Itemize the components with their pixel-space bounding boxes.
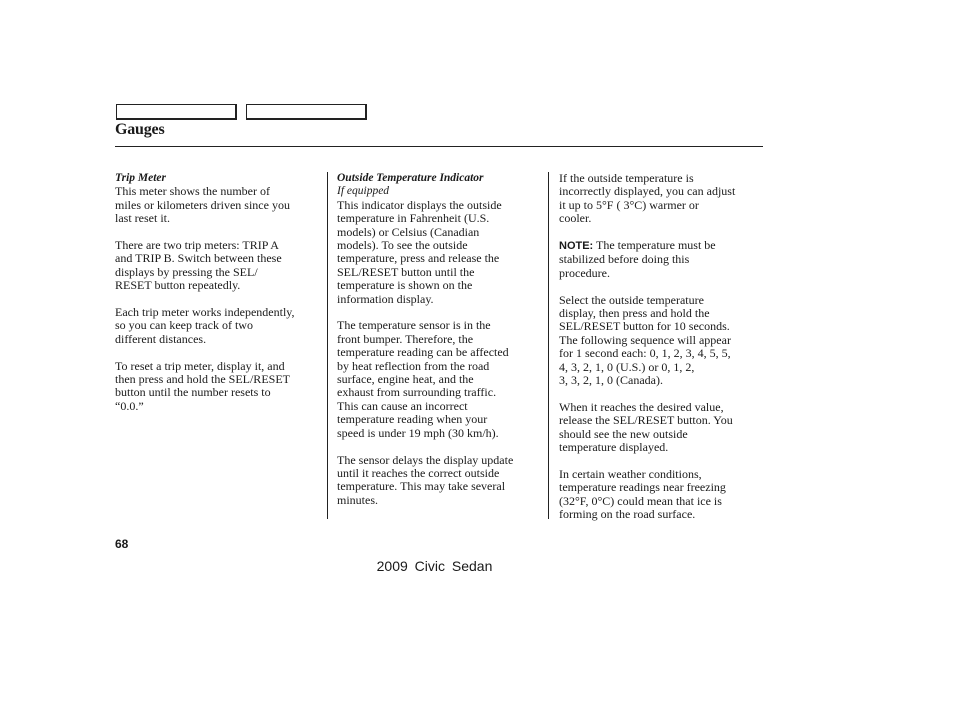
column-trip-meter — [115, 172, 327, 427]
paragraph: This indicator displays the outside temperature in Fahrenheit (U.S. models) or Celsius (Canadian models). To see the outside temperature, press and release the SEL/RESET button until the temperature is shown on the information display. — [337, 197, 502, 306]
column-outside-temperature — [337, 172, 543, 521]
column-divider — [548, 172, 549, 519]
paragraph: Select the outside temperature display, then press and hold the SEL/RESET button for 10 seconds. The following sequence will appear for 1 second each: 0, 1, 2, 3, 4, 5, 5, 4, 3, 2, 1, 0 (U.S.) or 0, 1, 2, 3, 3, 2, 1, 0 (Canada). — [559, 292, 731, 388]
paragraph: Each trip meter works independently, so you can keep track of two different distances. — [115, 305, 295, 346]
paragraph: In certain weather conditions, temperature readings near freezing (32°F, 0°C) could mean that ice is forming on the road surface. — [559, 466, 726, 522]
paragraph: The sensor delays the display update until it reaches the correct outside temperature. This may take several minutes. — [337, 452, 514, 507]
paragraph: If the outside temperature is incorrectly displayed, you can adjust it up to 5°F ( 3°C) warmer or cooler. — [559, 171, 736, 226]
column-temperature-adjust — [559, 172, 763, 535]
paragraph: There are two trip meters: TRIP A and TRIP B. Switch between these displays by pressing the SEL/ RESET button repeatedly. — [115, 238, 282, 293]
title-divider — [115, 146, 763, 147]
paragraph: When it reaches the desired value, release the SEL/RESET button. You should see the new outside temperature displayed. — [559, 399, 733, 455]
paragraph: To reset a trip meter, display it, and then press and hold the SEL/RESET button until the number resets to “0.0.” — [115, 358, 290, 413]
nav-tab-2[interactable] — [246, 104, 367, 120]
column-divider — [327, 172, 328, 519]
nav-tab-1[interactable] — [116, 104, 237, 120]
trip-meter-heading: Trip Meter — [115, 172, 166, 184]
section-title: Gauges — [115, 121, 165, 138]
if-equipped-subheading: If equipped — [337, 185, 390, 198]
outside-temp-heading: Outside Temperature Indicator — [337, 172, 484, 184]
paragraph: The temperature sensor is in the front bumper. Therefore, the temperature reading can be affected by heat reflection from the road surface, engine heat, and the exhaust from surrounding traffic. This can cause an incorrect temperature reading when your speed is under 19 mph (30 km/h). — [337, 318, 509, 440]
note-label: NOTE: — [559, 240, 594, 253]
note-paragraph — [559, 239, 763, 280]
page-number: 68 — [115, 537, 129, 551]
note-text: The temperature must be stabilized before doing this procedure. — [559, 238, 716, 280]
paragraph: This meter shows the number of miles or kilometers driven since you last reset it. — [115, 184, 290, 226]
footer-model: 2009 Civic Sedan — [376, 558, 493, 574]
